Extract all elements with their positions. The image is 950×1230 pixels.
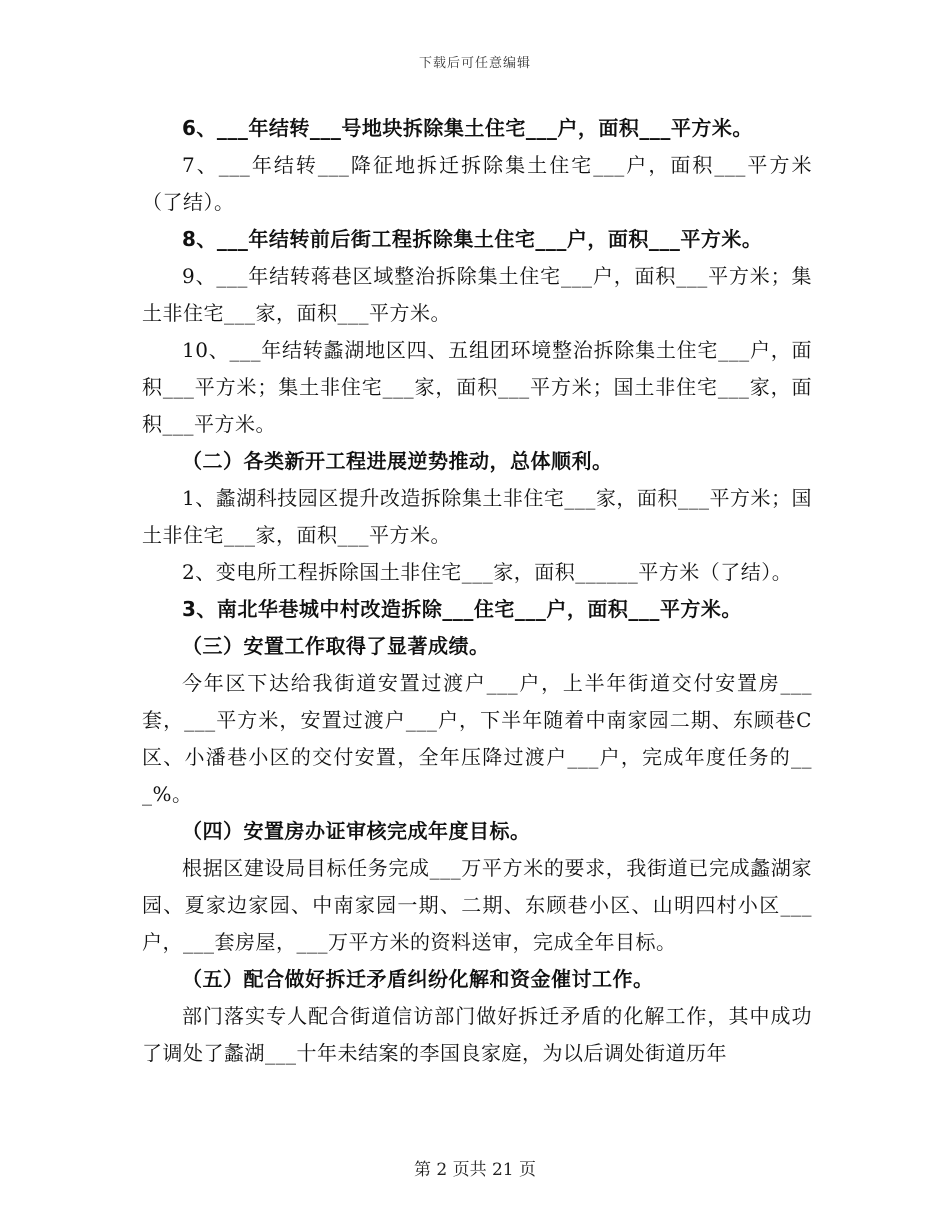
paragraph-item-s2-2: 2、变电所工程拆除国土非住宅___家，面积______平方米（了结）。 bbox=[182, 560, 793, 584]
page-footer: 第 2 页共 21 页 bbox=[413, 1160, 537, 1180]
section-heading-2: （二）各类新开工程进展逆势推动，总体顺利。 bbox=[182, 449, 613, 473]
paragraph-resettlement: 今年区下达给我街道安置过渡户___户，上半年街道交付安置房___套，___平方米，安置过渡户___户，下半年随着中南家园二期、东顾巷C区、小潘巷小区的交付安置，全年压降过渡户___户，完成年度任务的___%。 bbox=[142, 671, 812, 806]
paragraph-item-8: 8、___年结转前后街工程拆除集土住宅___户，面积___平方米。 bbox=[182, 227, 763, 251]
document-body bbox=[142, 110, 812, 1072]
section-heading-4: （四）安置房办证审核完成年度目标。 bbox=[182, 819, 531, 843]
paragraph-item-s2-3: 3、南北华巷城中村改造拆除___住宅___户，面积___平方米。 bbox=[182, 597, 742, 621]
paragraph-certificates: 根据区建设局目标任务完成___万平方米的要求，我街道已完成蠡湖家园、夏家边家园、中南家园一期、二期、东顾巷小区、山明四村小区___户，___套房屋，___万平方米的资料送审，完成全年目标。 bbox=[142, 856, 812, 954]
paragraph-item-10: 10、___年结转蠡湖地区四、五组团环境整治拆除集土住宅___户，面积___平方米；集土非住宅___家，面积___平方米；国土非住宅___家，面积___平方米。 bbox=[142, 338, 812, 436]
paragraph-item-s2-1: 1、蠡湖科技园区提升改造拆除集土非住宅___家，面积___平方米；国土非住宅___家，面积___平方米。 bbox=[142, 486, 812, 547]
section-heading-5: （五）配合做好拆迁矛盾纠纷化解和资金催讨工作。 bbox=[182, 967, 654, 991]
paragraph-item-9: 9、___年结转蒋巷区域整治拆除集土住宅___户，面积___平方米；集土非住宅___家，面积___平方米。 bbox=[142, 264, 812, 325]
paragraph-item-6: 6、___年结转___号地块拆除集土住宅___户，面积___平方米。 bbox=[182, 116, 753, 140]
paragraph-dispute-resolution: 部门落实专人配合街道信访部门做好拆迁矛盾的化解工作，其中成功了调处了蠡湖___十年未结案的李国良家庭，为以后调处街道历年 bbox=[142, 1004, 812, 1065]
section-heading-3: （三）安置工作取得了显著成绩。 bbox=[182, 634, 490, 658]
page-header: 下载后可任意编辑 bbox=[418, 56, 531, 71]
paragraph-item-7: 7、___年结转___降征地拆迁拆除集土住宅___户，面积___平方米（了结）。 bbox=[142, 153, 812, 214]
